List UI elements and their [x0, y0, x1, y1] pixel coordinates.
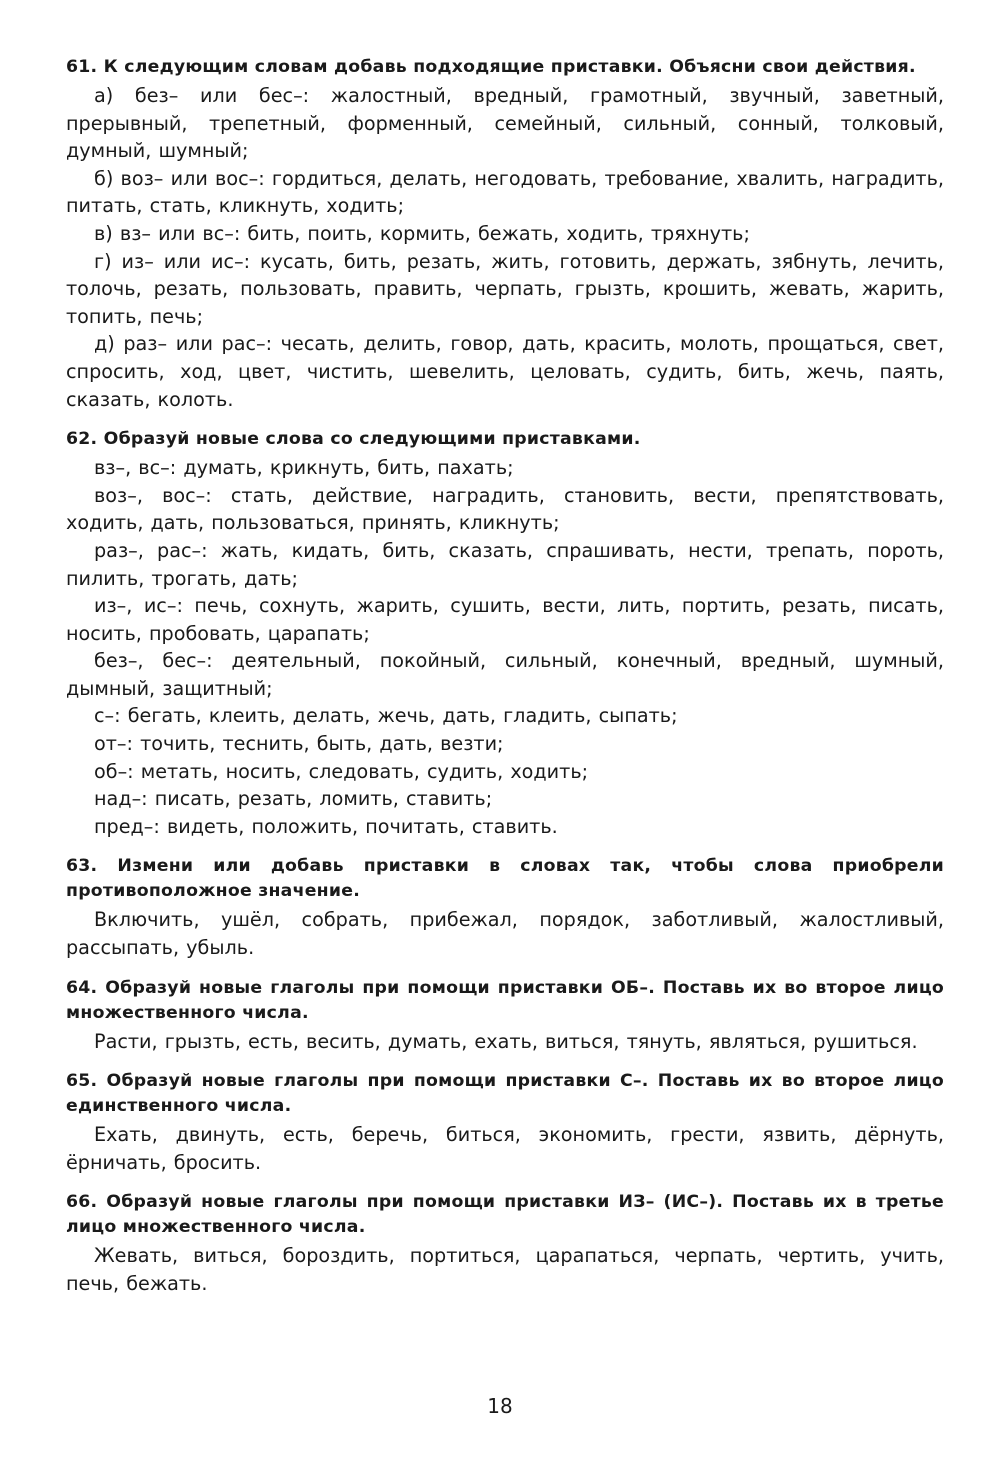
exercise-66: [66, 1190, 944, 1297]
exercise-paragraph: без–, бес–: деятельный, покойный, сильный, конечный, вредный, шумный, дымный, защитный;: [66, 649, 944, 700]
exercise-62: [66, 427, 944, 840]
exercise-heading: 65. Образуй новые глаголы при помощи приставки С–. Поставь их во второе лицо единственного числа.: [66, 1071, 944, 1117]
exercise-paragraph: об–: метать, носить, следовать, судить, ходить;: [94, 759, 589, 783]
exercise-61: [66, 55, 944, 413]
exercise-paragraph: в) вз– или вс–: бить, поить, кормить, бежать, ходить, тряхнуть;: [94, 221, 750, 245]
exercise-paragraph: воз–, вос–: стать, действие, наградить, становить, вести, препятствовать, ходить, дать, пользоваться, принять, кликнуть;: [66, 483, 944, 535]
exercise-paragraph: б) воз– или вос–: гордиться, делать, негодовать, требование, хвалить, наградить, питать, стать, кликнуть, ходить;: [66, 166, 944, 218]
exercise-65: [66, 1069, 944, 1176]
page-number: 18: [487, 1394, 513, 1418]
exercise-paragraph: из–, ис–: печь, сохнуть, жарить, сушить, вести, лить, портить, резать, писать, носить, пробовать, царапать;: [66, 594, 944, 645]
exercise-heading: 63. Измени или добавь приставки в словах так, чтобы слова приобрели противоположное значение.: [66, 856, 944, 902]
exercise-paragraph: с–: бегать, клеить, делать, жечь, дать, гладить, сыпать;: [94, 704, 678, 728]
exercise-paragraph: Жевать, виться, бороздить, портиться, царапаться, черпать, чертить, учить, печь, бежать.: [66, 1244, 944, 1295]
exercise-paragraph: Включить, ушёл, собрать, прибежал, порядок, заботливый, жалостливый, рассыпать, убыль.: [66, 908, 944, 960]
exercise-paragraph: г) из– или ис–: кусать, бить, резать, жить, готовить, держать, зябнуть, лечить, толочь, резать, пользовать, править, черпать, грызть, крошить, жевать, жарить, топить, печь;: [66, 249, 944, 328]
exercise-paragraph: вз–, вс–: думать, крикнуть, бить, пахать;: [94, 456, 514, 480]
exercise-heading: 61. К следующим словам добавь подходящие приставки. Объясни свои действия.: [66, 57, 916, 77]
page-content: [66, 55, 944, 1298]
exercise-paragraph: а) без– или бес–: жалостный, вредный, грамотный, звучный, заветный, прерывный, трепетный, форменный, семейный, сильный, сонный, толковый, думный, шумный;: [66, 84, 944, 163]
exercise-heading: 66. Образуй новые глаголы при помощи приставки ИЗ– (ИС–). Поставь их в третье лицо множественного числа.: [66, 1192, 944, 1238]
exercise-paragraph: раз–, рас–: жать, кидать, бить, сказать, спрашивать, нести, трепать, пороть, пилить, трогать, дать;: [66, 538, 944, 590]
exercise-paragraph: над–: писать, резать, ломить, ставить;: [94, 787, 493, 811]
exercise-heading: 62. Образуй новые слова со следующими приставками.: [66, 429, 641, 450]
exercise-paragraph: от–: точить, теснить, быть, дать, везти;: [94, 732, 504, 756]
exercise-paragraph: Расти, грызть, есть, весить, думать, ехать, виться, тянуть, являться, рушиться.: [94, 1029, 918, 1053]
exercise-64: [66, 976, 944, 1056]
exercise-paragraph: д) раз– или рас–: чесать, делить, говор, дать, красить, молоть, прощаться, свет, спросить, ход, цвет, чистить, шевелить, целовать, судить, бить, жечь, паять, сказать, колоть.: [66, 332, 944, 411]
exercise-paragraph: Ехать, двинуть, есть, беречь, биться, экономить, грести, язвить, дёрнуть, ёрничать, бросить.: [66, 1123, 944, 1174]
exercise-heading: 64. Образуй новые глаголы при помощи приставки ОБ–. Поставь их во второе лицо множественного числа.: [66, 977, 944, 1023]
exercise-63: [66, 854, 944, 961]
exercise-paragraph: пред–: видеть, положить, почитать, ставить.: [94, 814, 558, 838]
